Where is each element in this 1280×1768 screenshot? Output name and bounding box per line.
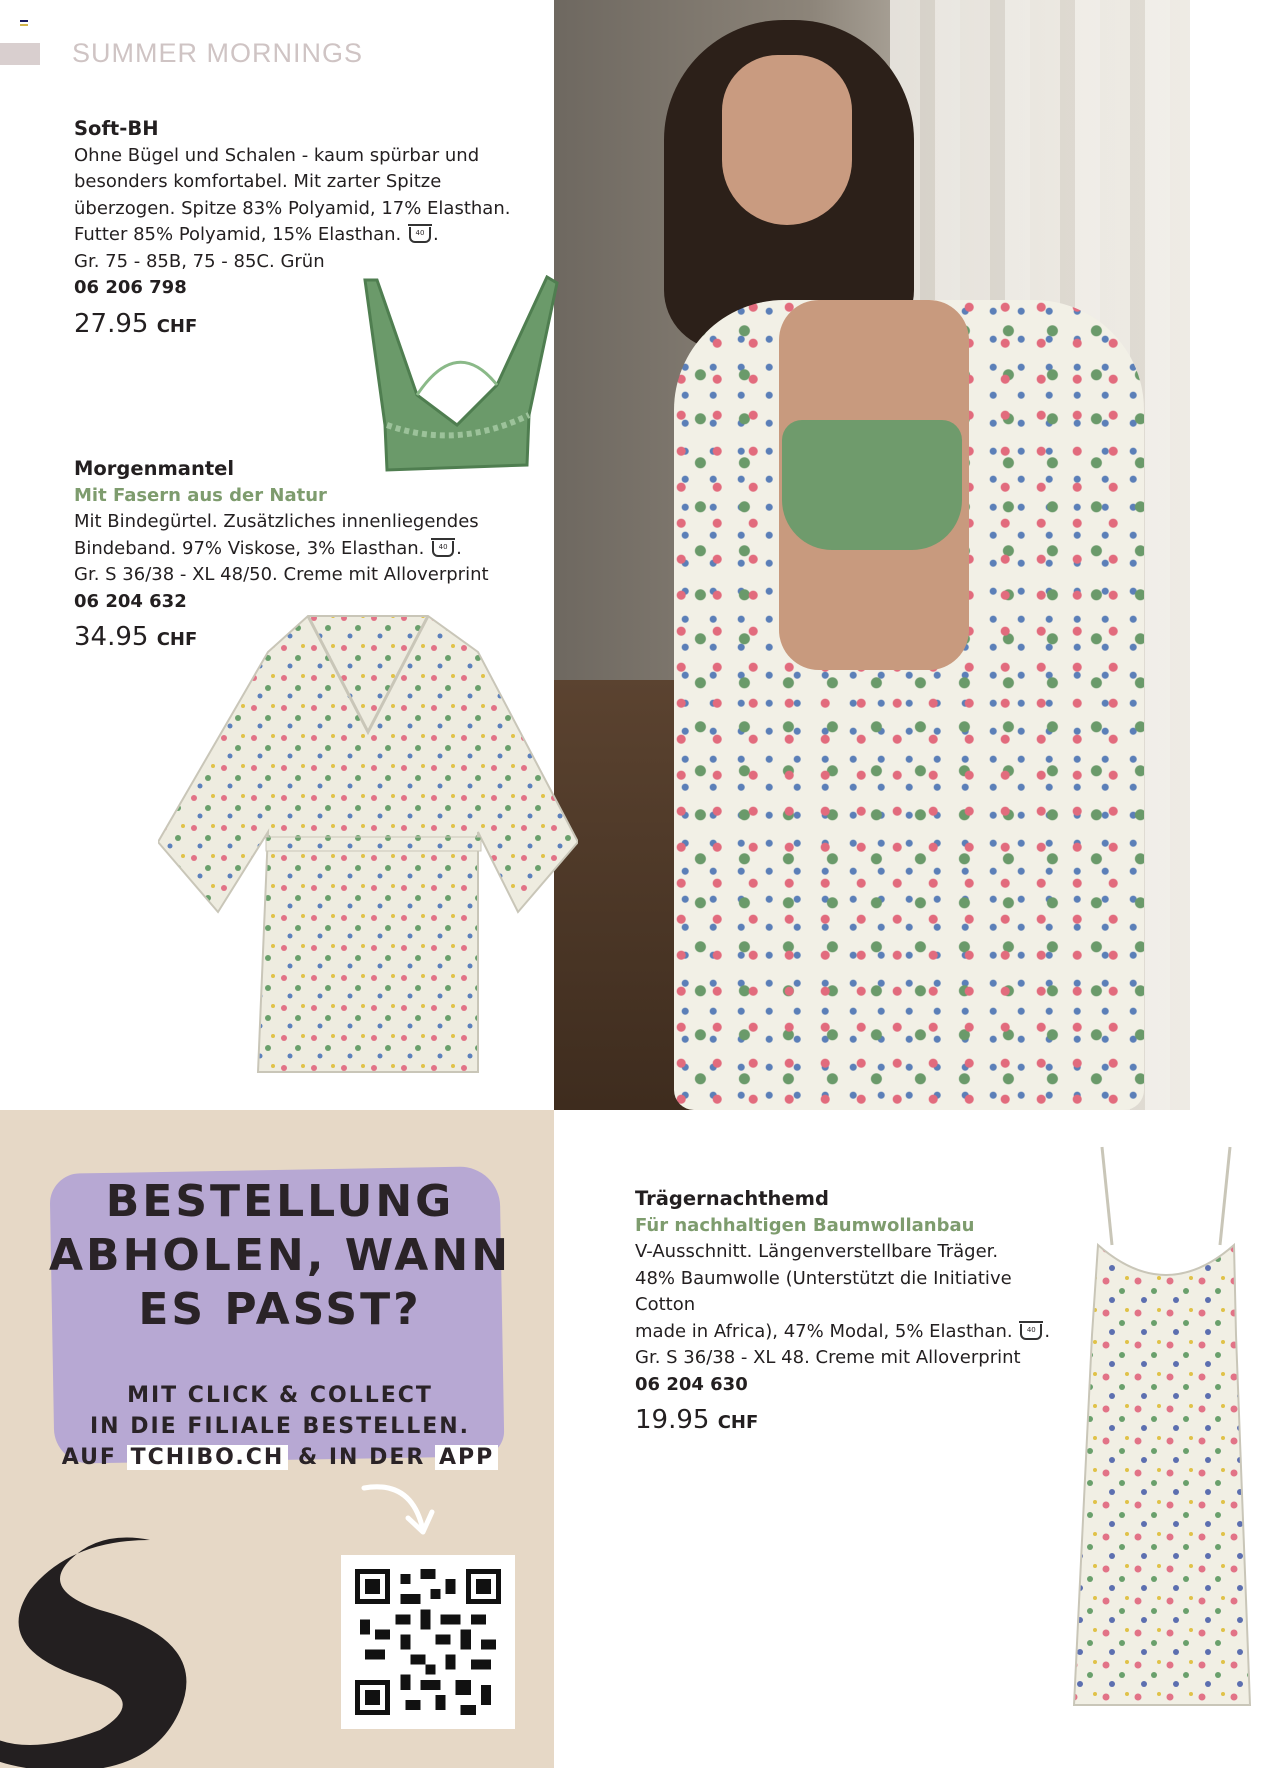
promo-cta: [30, 1380, 530, 1473]
model-bra: [782, 420, 962, 550]
article-number: 06 206 798: [74, 277, 187, 298]
nightdress-product-image: [1068, 1145, 1258, 1710]
size-info: Gr. S 36/38 - XL 48. Creme mit Alloverprint: [635, 1347, 1021, 1368]
product-name: Morgenmantel: [74, 457, 235, 480]
qr-code-icon: [355, 1569, 501, 1715]
description-line: Bindeband. 97% Viskose, 3% Elasthan. 40 .: [74, 537, 462, 559]
wash-40-icon: 40: [1020, 1324, 1042, 1340]
description-line: Futter 85% Polyamid, 15% Elasthan. 40 .: [74, 224, 439, 245]
bra-product-image: [357, 275, 562, 475]
cta-line: AUF TCHIBO.CH & IN DER APP: [30, 1442, 530, 1473]
description-line: besonders komfortabel. Mit zarter Spitze: [74, 171, 442, 192]
price: 34.95 CHF: [74, 622, 198, 652]
cta-line: IN DIE FILIALE BESTELLEN.: [89, 1414, 471, 1439]
article-number: 06 204 632: [74, 590, 187, 612]
price: 19.95 CHF: [635, 1405, 759, 1435]
price: 27.95 CHF: [74, 308, 198, 339]
app-link[interactable]: APP: [435, 1445, 498, 1470]
description-line: made in Africa), 47% Modal, 5% Elasthan. 40 .: [635, 1320, 1051, 1342]
section-marker: [0, 43, 40, 65]
qr-code[interactable]: [341, 1555, 515, 1729]
description-line: 48% Baumwolle (Unterstützt die Initiative Cotton: [635, 1267, 1012, 1315]
description-line: Ohne Bügel und Schalen - kaum spürbar und: [74, 144, 480, 166]
article-number: 06 204 630: [635, 1373, 748, 1395]
product-description: [74, 143, 544, 249]
product-subtitle: Für nachhaltigen Baumwollanbau: [635, 1214, 975, 1236]
product-name: Trägernachthemd: [635, 1187, 829, 1210]
product-description: [635, 1239, 1075, 1345]
size-info: Gr. S 36/38 - XL 48/50. Creme mit Alloverprint: [74, 564, 489, 585]
size-info: Gr. 75 - 85B, 75 - 85C. Grün: [74, 250, 325, 272]
description-line: überzogen. Spitze 83% Polyamid, 17% Elasthan.: [74, 197, 511, 219]
description-line: V-Ausschnitt. Längenverstellbare Träger.: [635, 1241, 999, 1262]
wash-40-icon: 40: [409, 227, 431, 243]
click-collect-promo: [0, 1110, 554, 1768]
product-description: [74, 509, 554, 562]
wash-40-icon: 40: [432, 541, 454, 557]
description-line: Mit Bindegürtel. Zusätzliches innenliegendes: [74, 511, 479, 532]
section-title: SUMMER MORNINGS: [72, 38, 363, 68]
product-traegernachthemd: [635, 1186, 1075, 1439]
tchibo-link[interactable]: TCHIBO.CH: [127, 1445, 289, 1470]
product-name: Soft-BH: [74, 117, 159, 140]
product-subtitle: Mit Fasern aus der Natur: [74, 484, 327, 506]
robe-product-image: [158, 612, 578, 1077]
promo-headline: BESTELLUNG ABHOLEN, WANN ES PASST?: [48, 1176, 512, 1335]
arrow-down-icon: [360, 1480, 440, 1540]
cta-line: MIT CLICK & COLLECT: [127, 1383, 433, 1408]
model-face: [722, 55, 852, 225]
country-flag-icon: [20, 20, 28, 26]
model-photo: [554, 0, 1190, 1110]
tchibo-logo-icon: [0, 1530, 300, 1768]
